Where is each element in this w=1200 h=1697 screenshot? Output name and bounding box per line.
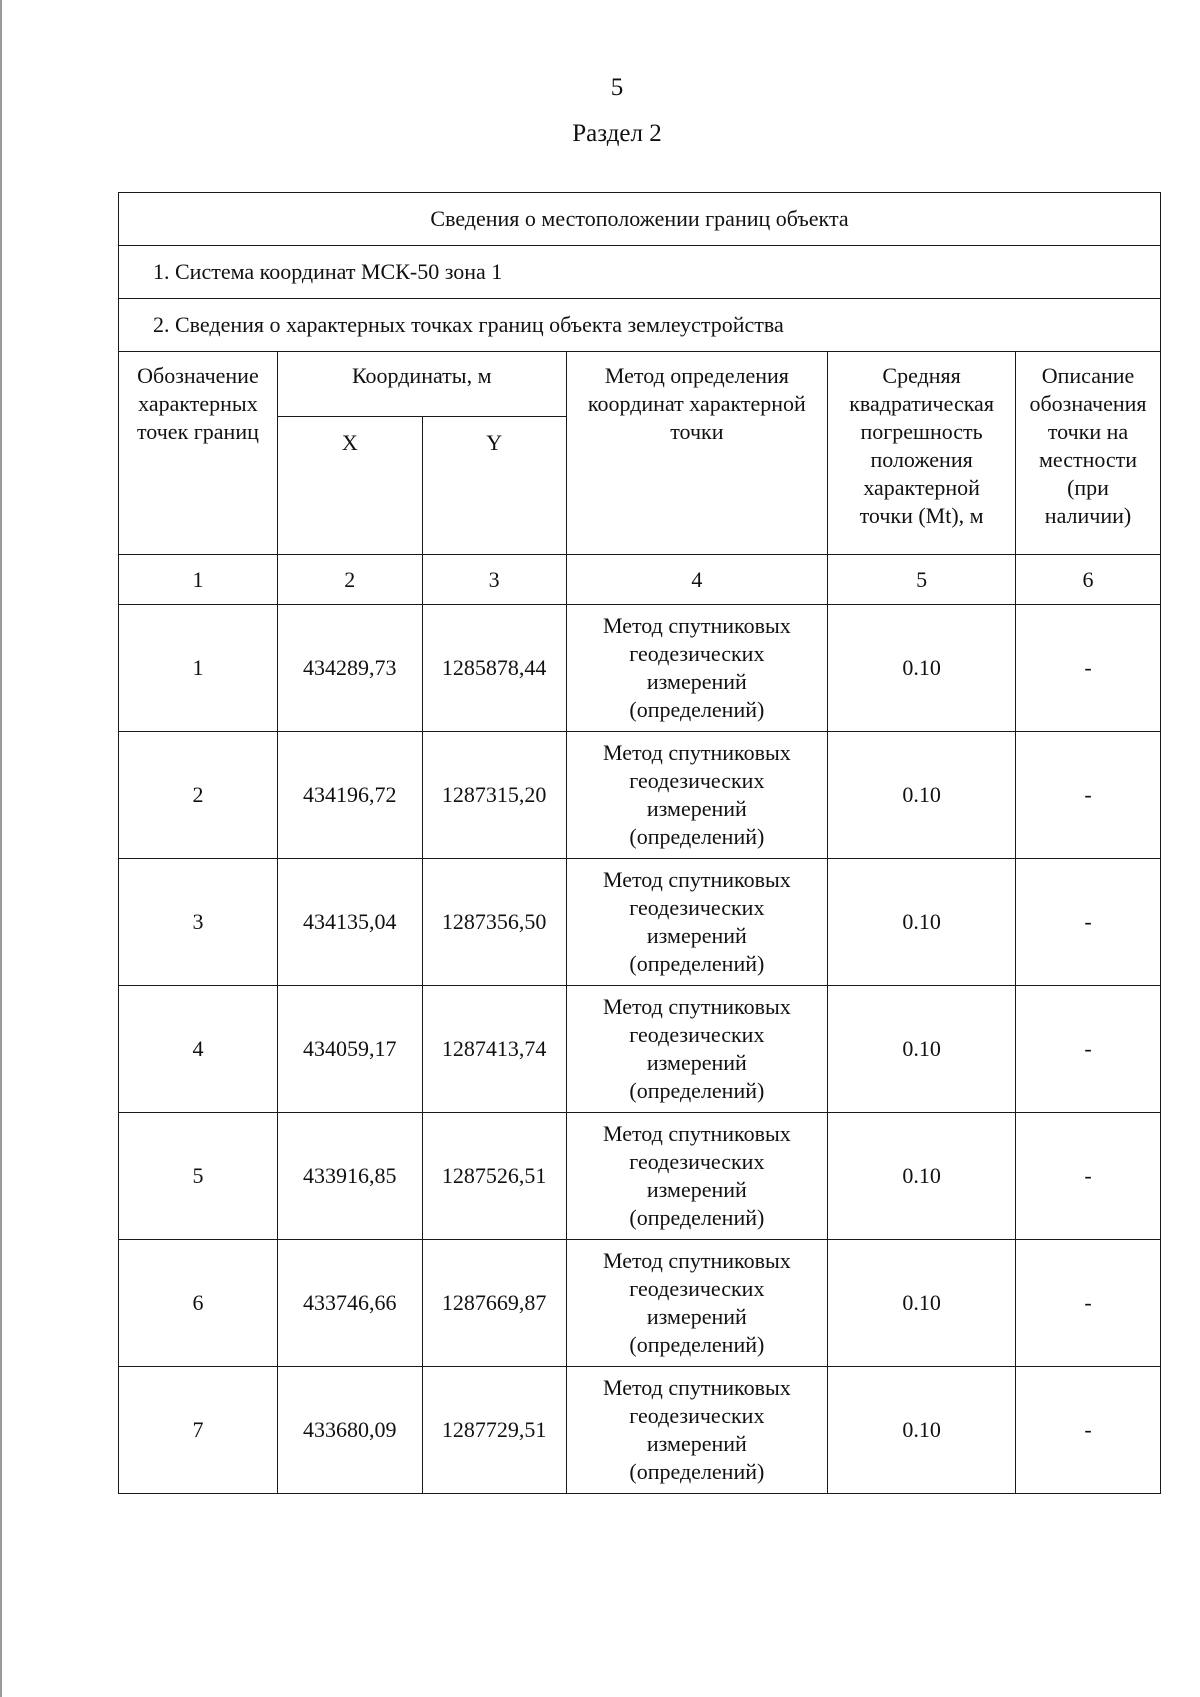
point-id: 2 — [119, 732, 278, 859]
column-number: 4 — [566, 555, 828, 605]
point-x: 433680,09 — [277, 1367, 422, 1494]
point-y: 1287413,74 — [422, 986, 566, 1113]
col-header-designation: Обозначение характерных точек границ — [119, 352, 278, 555]
point-error: 0.10 — [828, 732, 1016, 859]
col-header-x: X — [277, 417, 422, 555]
point-y: 1285878,44 — [422, 605, 566, 732]
point-y: 1287669,87 — [422, 1240, 566, 1367]
point-id: 4 — [119, 986, 278, 1113]
point-x: 434289,73 — [277, 605, 422, 732]
point-y: 1287315,20 — [422, 732, 566, 859]
scan-edge-line — [0, 0, 2, 1697]
column-number: 5 — [828, 555, 1016, 605]
point-id: 1 — [119, 605, 278, 732]
table-title-row — [119, 193, 1161, 246]
column-number: 2 — [277, 555, 422, 605]
table-row — [119, 859, 1161, 986]
point-error: 0.10 — [828, 605, 1016, 732]
point-x: 434196,72 — [277, 732, 422, 859]
point-id: 5 — [119, 1113, 278, 1240]
column-numbers-row — [119, 555, 1161, 605]
point-id: 3 — [119, 859, 278, 986]
coord-system: 1. Система координат МСК-50 зона 1 — [119, 246, 1161, 299]
boundary-points-table — [118, 192, 1161, 1494]
point-description: - — [1016, 1367, 1161, 1494]
point-error: 0.10 — [828, 1367, 1016, 1494]
column-header-row — [119, 352, 1161, 417]
coord-system-row — [119, 246, 1161, 299]
point-error: 0.10 — [828, 859, 1016, 986]
table-title: Сведения о местоположении границ объекта — [119, 193, 1161, 246]
col-header-coordinates: Координаты, м — [277, 352, 566, 417]
col-header-y: Y — [422, 417, 566, 555]
col-header-method: Метод определения координат характерной точки — [566, 352, 828, 555]
points-header: 2. Сведения о характерных точках границ объекта землеустройства — [119, 299, 1161, 352]
page-number: 5 — [610, 74, 624, 101]
point-method: Метод спутниковых геодезических измерений (определений) — [566, 732, 828, 859]
table-row — [119, 605, 1161, 732]
point-error: 0.10 — [828, 1113, 1016, 1240]
table-row — [119, 986, 1161, 1113]
point-id: 7 — [119, 1367, 278, 1494]
point-id: 6 — [119, 1240, 278, 1367]
point-method: Метод спутниковых геодезических измерений (определений) — [566, 1367, 828, 1494]
table-row — [119, 732, 1161, 859]
point-method: Метод спутниковых геодезических измерений (определений) — [566, 1240, 828, 1367]
point-method: Метод спутниковых геодезических измерений (определений) — [566, 986, 828, 1113]
point-x: 433746,66 — [277, 1240, 422, 1367]
point-error: 0.10 — [828, 986, 1016, 1113]
col-header-description: Описание обозначения точки на местности (при наличии) — [1016, 352, 1161, 555]
point-y: 1287729,51 — [422, 1367, 566, 1494]
point-x: 434135,04 — [277, 859, 422, 986]
point-method: Метод спутниковых геодезических измерений (определений) — [566, 859, 828, 986]
point-description: - — [1016, 1240, 1161, 1367]
table-row — [119, 1367, 1161, 1494]
table-row — [119, 1240, 1161, 1367]
table-row — [119, 1113, 1161, 1240]
point-y: 1287356,50 — [422, 859, 566, 986]
section-title: Раздел 2 — [572, 120, 662, 147]
point-description: - — [1016, 732, 1161, 859]
point-method: Метод спутниковых геодезических измерений (определений) — [566, 1113, 828, 1240]
column-number: 3 — [422, 555, 566, 605]
point-description: - — [1016, 1113, 1161, 1240]
col-header-error: Средняя квадратическая погрешность положения характерной точки (Mt), м — [828, 352, 1016, 555]
point-y: 1287526,51 — [422, 1113, 566, 1240]
point-description: - — [1016, 986, 1161, 1113]
point-description: - — [1016, 605, 1161, 732]
point-x: 434059,17 — [277, 986, 422, 1113]
column-number: 6 — [1016, 555, 1161, 605]
point-error: 0.10 — [828, 1240, 1016, 1367]
column-number: 1 — [119, 555, 278, 605]
point-method: Метод спутниковых геодезических измерений (определений) — [566, 605, 828, 732]
points-header-row — [119, 299, 1161, 352]
point-description: - — [1016, 859, 1161, 986]
point-x: 433916,85 — [277, 1113, 422, 1240]
